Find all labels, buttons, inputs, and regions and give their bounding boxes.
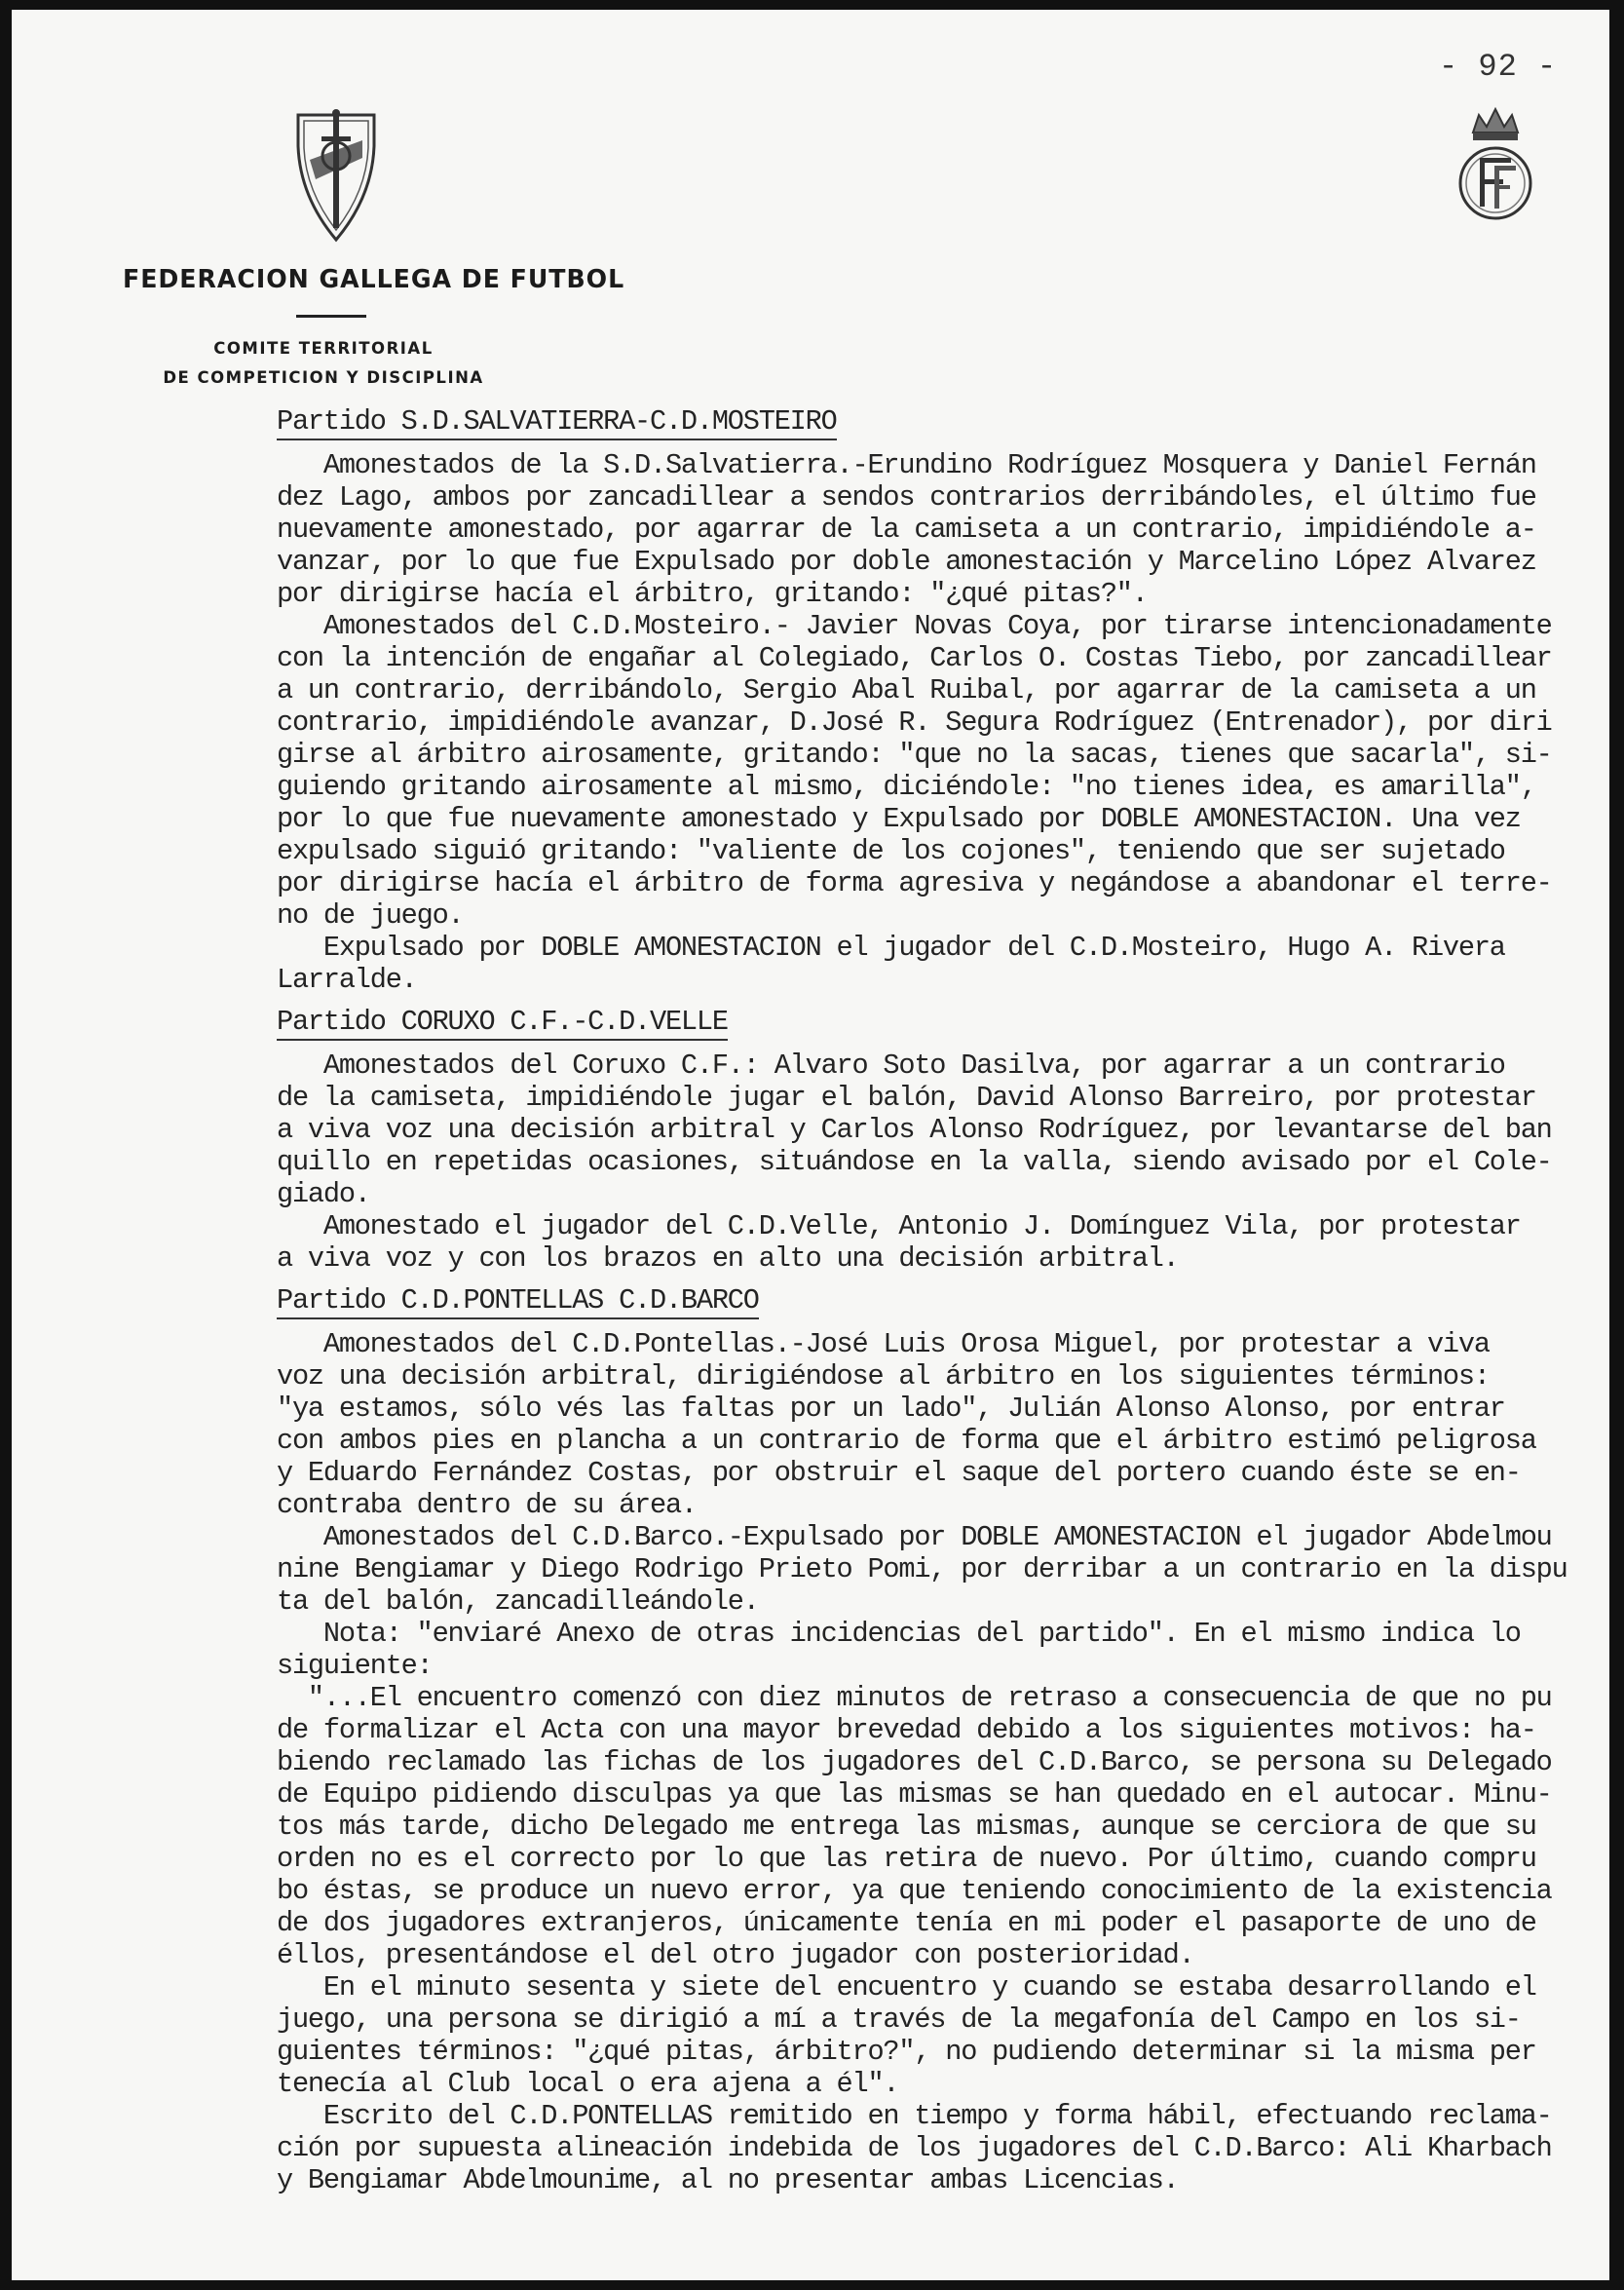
text-line: de formalizar el Acta con una mayor brevedad debido a los siguientes motivos: ha-: [277, 1714, 1536, 1746]
document-page: [12, 10, 1609, 2280]
text-line: y Eduardo Fernández Costas, por obstruir el saque del portero cuando éste se en-: [277, 1457, 1521, 1489]
text-line: dez Lago, ambos por zancadillear a sendos contrarios derribándoles, el último fue: [277, 481, 1536, 514]
section-heading: Partido CORUXO C.F.-C.D.VELLE: [277, 1006, 728, 1041]
section-heading-row: [277, 1006, 1621, 1050]
text-line: a un contrario, derribándolo, Sergio Abal Ruibal, por agarrar de la camiseta a un: [277, 674, 1536, 706]
text-line: girse al árbitro airosamente, gritando: "que no la sacas, tienes que sacarla", si-: [277, 739, 1552, 771]
text-line: éllos, presentándose el del otro jugador con posterioridad.: [277, 1939, 1194, 1971]
text-line: guiendo gritando airosamente al mismo, diciéndole: "no tienes idea, es amarilla",: [277, 771, 1536, 803]
text-line: "ya estamos, sólo vés las faltas por un lado", Julián Alonso Alonso, por entrar: [277, 1393, 1505, 1425]
text-line: "...El encuentro comenzó con diez minutos de retraso a consecuencia de que no pu: [277, 1682, 1552, 1714]
text-line: nuevamente amonestado, por agarrar de la camiseta a un contrario, impidiéndole a-: [277, 514, 1536, 546]
text-line: quillo en repetidas ocasiones, situándose en la valla, siendo avisado por el Cole-: [277, 1146, 1552, 1178]
text-line: expulsado siguió gritando: "valiente de los cojones", teniendo que ser sujetado: [277, 835, 1505, 867]
header-divider: [296, 315, 366, 318]
text-line: nine Bengiamar y Diego Rodrigo Prieto Pomi, por derribar a un contrario en la dispu: [277, 1553, 1567, 1585]
document-body: [277, 405, 1621, 2196]
text-line: voz una decisión arbitral, dirigiéndose al árbitro en los siguientes términos:: [277, 1360, 1490, 1393]
text-line: ta del balón, zancadilleándole.: [277, 1585, 759, 1618]
text-line: orden no es el correcto por lo que las retira de nuevo. Por último, cuando compru: [277, 1843, 1536, 1875]
text-line: a viva voz y con los brazos en alto una decisión arbitral.: [277, 1242, 1179, 1275]
text-line: Amonestados del C.D.Mosteiro.- Javier Novas Coya, por tirarse intencionadamente: [277, 610, 1552, 642]
text-line: Larralde.: [277, 964, 417, 996]
text-line: En el minuto sesenta y siete del encuentro y cuando se estaba desarrollando el: [277, 1971, 1536, 2004]
royal-crest-logo: [1455, 103, 1535, 224]
section-heading-row: [277, 1284, 1621, 1328]
text-line: Expulsado por DOBLE AMONESTACION el jugador del C.D.Mosteiro, Hugo A. Rivera: [277, 932, 1505, 964]
text-line: Amonestados del C.D.Pontellas.-José Luis Orosa Miguel, por protestar a viva: [277, 1328, 1490, 1360]
text-line: Amonestados de la S.D.Salvatierra.-Erundino Rodríguez Mosquera y Daniel Fernán: [277, 449, 1536, 481]
section-heading: Partido S.D.SALVATIERRA-C.D.MOSTEIRO: [277, 405, 837, 440]
organization-name: FEDERACION GALLEGA DE FUTBOL: [123, 265, 625, 294]
federation-crest-logo: [294, 107, 378, 244]
text-line: por lo que fue nuevamente amonestado y Expulsado por DOBLE AMONESTACION. Una vez: [277, 803, 1521, 835]
text-line: y Bengiamar Abdelmounime, al no presentar ambas Licencias.: [277, 2164, 1179, 2196]
text-line: Escrito del C.D.PONTELLAS remitido en tiempo y forma hábil, efectuando reclama-: [277, 2100, 1552, 2132]
text-line: de dos jugadores extranjeros, únicamente tenía en mi poder el pasaporte de uno de: [277, 1907, 1536, 1939]
text-line: guientes términos: "¿qué pitas, árbitro?", no pudiendo determinar si la misma per: [277, 2036, 1536, 2068]
text-line: biendo reclamado las fichas de los jugadores del C.D.Barco, se persona su Delegado: [277, 1746, 1552, 1778]
committee-name: [109, 334, 538, 393]
section-heading-row: [277, 405, 1621, 449]
text-line: bo éstas, se produce un nuevo error, ya que teniendo conocimiento de la existencia: [277, 1875, 1552, 1907]
text-line: siguiente:: [277, 1650, 433, 1682]
text-line: contrario, impidiéndole avanzar, D.José R. Segura Rodríguez (Entrenador), por diri: [277, 706, 1552, 739]
text-line: giado.: [277, 1178, 370, 1210]
text-line: tenecía al Club local o era ajena a él".: [277, 2068, 899, 2100]
text-line: Amonestados del C.D.Barco.-Expulsado por DOBLE AMONESTACION el jugador Abdelmou: [277, 1521, 1552, 1553]
text-line: con ambos pies en plancha a un contrario de forma que el árbitro estimó peligrosa: [277, 1425, 1536, 1457]
text-line: Amonestado el jugador del C.D.Velle, Antonio J. Domínguez Vila, por protestar: [277, 1210, 1521, 1242]
text-line: Nota: "enviaré Anexo de otras incidencias del partido". En el mismo indica lo: [277, 1618, 1521, 1650]
section-heading: Partido C.D.PONTELLAS C.D.BARCO: [277, 1284, 759, 1319]
text-line: vanzar, por lo que fue Expulsado por doble amonestación y Marcelino López Alvarez: [277, 546, 1536, 578]
text-line: tos más tarde, dicho Delegado me entrega las mismas, aunque se cerciora de que su: [277, 1811, 1536, 1843]
text-line: no de juego.: [277, 899, 464, 932]
text-line: Amonestados del Coruxo C.F.: Alvaro Soto Dasilva, por agarrar a un contrario: [277, 1050, 1505, 1082]
text-line: contraba dentro de su área.: [277, 1489, 697, 1521]
text-line: de Equipo pidiendo disculpas ya que las mismas se han quedado en el autocar. Minu-: [277, 1778, 1552, 1811]
text-line: juego, una persona se dirigió a mí a través de la megafonía del Campo en los si-: [277, 2004, 1521, 2036]
page-number: - 92 -: [1439, 49, 1558, 85]
committee-line-2: DE COMPETICION Y DISCIPLINA: [163, 368, 484, 387]
text-line: por dirigirse hacía el árbitro de forma agresiva y negándose a abandonar el terre-: [277, 867, 1552, 899]
text-line: ción por supuesta alineación indebida de los jugadores del C.D.Barco: Ali Kharbach: [277, 2132, 1552, 2164]
text-line: de la camiseta, impidiéndole jugar el balón, David Alonso Barreiro, por protestar: [277, 1082, 1536, 1114]
text-line: con la intención de engañar al Colegiado, Carlos O. Costas Tiebo, por zancadillear: [277, 642, 1552, 674]
text-line: a viva voz una decisión arbitral y Carlos Alonso Rodríguez, por levantarse del ban: [277, 1114, 1552, 1146]
committee-line-1: COMITE TERRITORIAL: [213, 339, 434, 358]
text-line: por dirigirse hacía el árbitro, gritando: "¿qué pitas?".: [277, 578, 1148, 610]
